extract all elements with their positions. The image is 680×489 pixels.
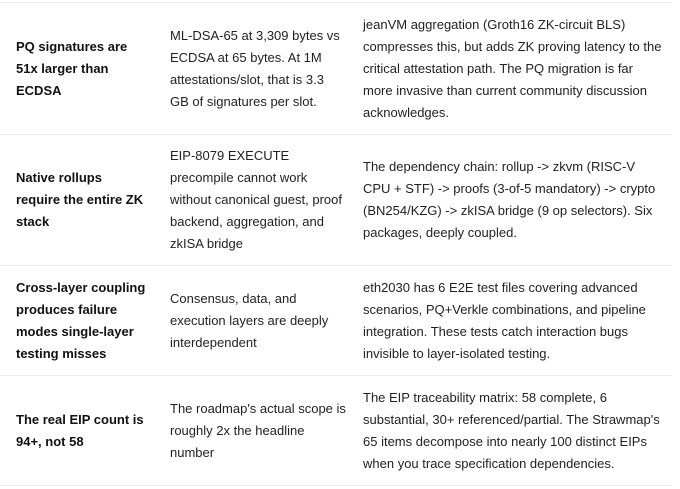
table-row: [0, 376, 672, 486]
claim-text: The real EIP count is 94+, not 58: [16, 411, 144, 449]
implication-text: The EIP traceability matrix: 58 complete, 6 substantial, 30+ referenced/partial. The Strawmap's 65 items decompose into nearly 100 distinct EIPs when you trace specification dependencies.: [363, 389, 660, 471]
table-row: [0, 2, 672, 135]
evidence-text: ML-DSA-65 at 3,309 bytes vs ECDSA at 65 bytes. At 1M attestations/slot, that is 3.3 GB of signatures per slot.: [170, 27, 340, 109]
implication-cell: [363, 376, 663, 485]
implication-text: eth2030 has 6 E2E test files covering advanced scenarios, PQ+Verkle combinations, and pipeline integration. These tests catch interaction bugs invisible to layer-isolated testing.: [363, 279, 646, 361]
claim-cell: [16, 134, 148, 265]
evidence-cell: [170, 134, 346, 265]
evidence-cell: [170, 376, 346, 485]
claim-cell: [16, 376, 148, 485]
implication-cell: [363, 134, 663, 265]
evidence-text: EIP-8079 EXECUTE precompile cannot work without canonical guest, proof backend, aggregation, and zkISA bridge: [170, 147, 342, 251]
claim-text: PQ signatures are 51x larger than ECDSA: [16, 38, 128, 98]
claim-text: Cross-layer coupling produces failure modes single-layer testing misses: [16, 279, 146, 361]
implication-cell: [363, 266, 663, 375]
evidence-text: The roadmap's actual scope is roughly 2x the headline number: [170, 400, 346, 460]
claim-cell: [16, 266, 148, 375]
claim-text: Native rollups require the entire ZK stack: [16, 169, 144, 229]
table-row: [0, 134, 672, 266]
claim-cell: [16, 3, 148, 134]
implication-text: The dependency chain: rollup -> zkvm (RISC-V CPU + STF) -> proofs (3-of-5 mandatory) -> crypto (BN254/KZG) -> zkISA bridge (9 op selectors). Six packages, deeply coupled.: [363, 158, 656, 240]
evidence-cell: [170, 266, 346, 375]
table-row: [0, 266, 672, 376]
evidence-text: Consensus, data, and execution layers are deeply interdependent: [170, 290, 329, 350]
evidence-cell: [170, 3, 346, 134]
implication-cell: [363, 3, 663, 134]
implication-text: jeanVM aggregation (Groth16 ZK-circuit BLS) compresses this, but adds ZK proving latency to the critical attestation path. The PQ migration is far more invasive than current community discussion acknowledges.: [363, 16, 662, 120]
